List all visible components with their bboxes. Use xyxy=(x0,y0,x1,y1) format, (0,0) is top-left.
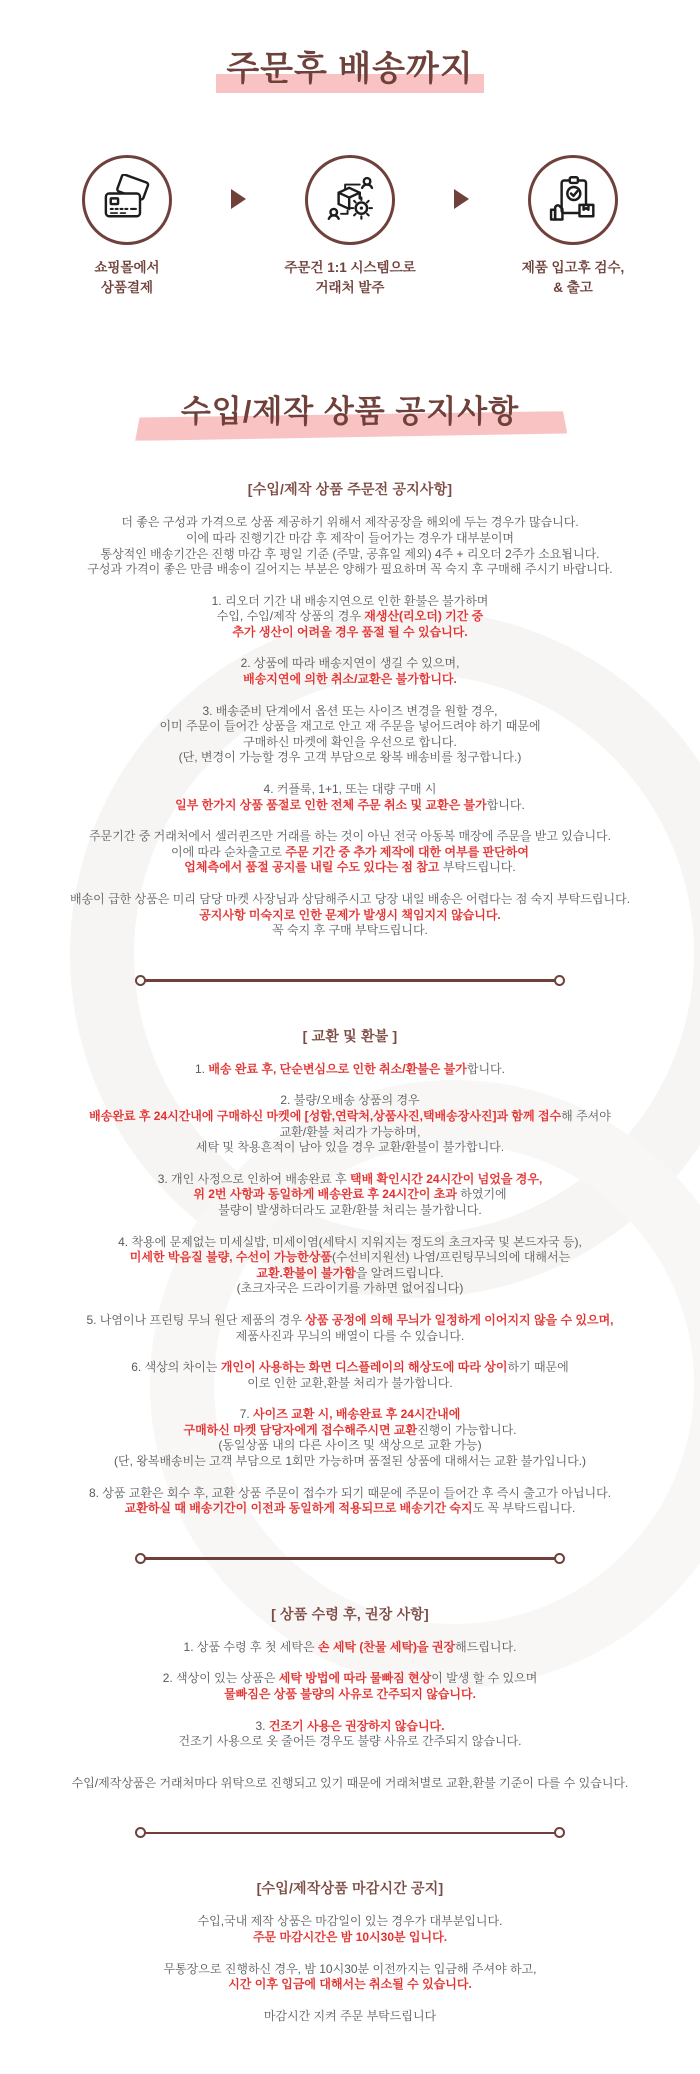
exchange-item-2 xyxy=(15,1093,685,1155)
text-run: (수선비지원선) 나염/프린팅무늬의에 대해서는 xyxy=(331,1250,571,1265)
text-line xyxy=(15,1962,685,1978)
inspection-shipping-icon xyxy=(547,174,599,226)
divider-dot xyxy=(554,975,565,986)
deadline-heading: [수입/제작상품 마감시간 공지] xyxy=(256,1880,444,1897)
text-line xyxy=(15,1062,685,1078)
text-run: (동일상품 내의 다른 사이즈 및 색상으로 교환 가능) xyxy=(218,1438,482,1453)
step-caption-line: 거래처 발주 xyxy=(315,279,385,295)
process-step-payment xyxy=(29,155,225,297)
text-run: (단, 변경이 가능할 경우 고객 부담으로 왕복 배송비를 청구합니다.) xyxy=(178,750,522,765)
text-line xyxy=(15,1140,685,1156)
text-line xyxy=(15,923,685,939)
order-system-icon xyxy=(324,174,376,226)
text-run: 건조기 사용은 권장하지 않습니다. xyxy=(268,1718,445,1733)
step-caption xyxy=(284,258,415,297)
text-run: (초크자국은 드라이기를 가하면 없어집니다) xyxy=(236,1281,464,1296)
divider-line xyxy=(145,979,555,982)
text-line xyxy=(15,1281,685,1297)
text-line xyxy=(15,1329,685,1345)
text-run: 업체측에서 품절 공지를 내릴 수도 있다는 점 참고 xyxy=(184,860,443,875)
text-line xyxy=(15,656,685,672)
step-circle xyxy=(305,155,395,245)
text-run: 택배 확인시간 24시간이 넘었을 경우, xyxy=(350,1171,543,1186)
care-item-3 xyxy=(15,1719,685,1750)
text-line xyxy=(15,719,685,735)
text-run: 배송완료 후 24시간내에 구매하신 마켓에 [성함,연락처,상품사진,택배송장사진]과 함께 접수 xyxy=(89,1108,562,1123)
text-line xyxy=(15,1250,685,1266)
text-run: 2. 상품에 따라 배송지연이 생길 수 있으며, xyxy=(240,656,460,671)
text-run: 1. 리오더 기간 내 배송지연으로 인한 환불은 불가하며 xyxy=(211,593,489,608)
text-line xyxy=(15,782,685,798)
step-circle xyxy=(528,155,618,245)
text-run: 배송 완료 후, 단순변심으로 인한 취소/환불은 불가 xyxy=(208,1061,467,1076)
care-note xyxy=(15,1776,685,1792)
text-run: 세탁 방법에 따라 물빠짐 현상 xyxy=(278,1671,432,1686)
text-run: 일부 한가지 상품 품절로 인한 전체 주문 취소 및 교환은 불가 xyxy=(175,797,487,812)
text-line xyxy=(15,1235,685,1251)
credit-card-icon xyxy=(101,174,153,226)
step-caption-line: & 출고 xyxy=(553,279,593,295)
care-item-1 xyxy=(15,1640,685,1656)
text-run: 위 2번 사항과 동일하게 배송완료 후 24시간이 초과 xyxy=(193,1187,461,1202)
process-step-order xyxy=(252,155,448,297)
text-run: 주문 기간 중 추가 제작에 대한 여부를 판단하여 xyxy=(285,844,529,859)
text-run: 시간 이후 입금에 대해서는 취소될 수 있습니다. xyxy=(228,1977,472,1992)
text-run: 3. 배송준비 단계에서 옵션 또는 사이즈 변경을 원할 경우, xyxy=(202,703,498,718)
text-run: 제품사진과 무늬의 배열이 다를 수 있습니다. xyxy=(235,1328,465,1343)
text-line xyxy=(15,1407,685,1423)
text-run: 4. 착용에 문제없는 미세실밥, 미세이염(세탁시 지워지는 정도의 초크자국 및 본드자국 등), xyxy=(118,1234,582,1249)
notice-title-text: 수입/제작 상품 공지사항 xyxy=(180,394,520,430)
text-run: 3. xyxy=(255,1718,269,1733)
section-divider xyxy=(135,1553,565,1564)
text-run: 사이즈 교환 시, 배송완료 후 24시간내에 xyxy=(253,1407,461,1422)
text-run: 수입, 수입/제작 상품의 경우 xyxy=(216,609,365,624)
text-line xyxy=(15,1360,685,1376)
text-run: 미세한 박음질 불량, 수선이 가능한상품 xyxy=(129,1250,332,1265)
text-line xyxy=(15,829,685,845)
intro-paragraph-2 xyxy=(15,594,685,641)
exchange-heading: [ 교환 및 환불 ] xyxy=(302,1027,398,1044)
step-caption xyxy=(522,258,625,297)
exchange-item-3 xyxy=(15,1172,685,1219)
text-run: 구성과 가격이 좋은 만큼 배송이 길어지는 부분은 양해가 필요하며 꼭 숙지 후 구매해 주시기 바랍니다. xyxy=(87,562,613,577)
text-run: 손 세탁 (찬물 세탁)을 권장 xyxy=(317,1639,456,1654)
text-run: 교환/환불 처리가 가능하며, xyxy=(279,1124,421,1139)
text-line xyxy=(15,594,685,610)
text-line xyxy=(15,609,685,625)
text-run: 부탁드립니다. xyxy=(442,860,516,875)
text-run: 재생산(리오더) 기간 중 xyxy=(364,609,484,624)
care-heading: [ 상품 수령 후, 권장 사항] xyxy=(271,1605,429,1622)
text-run: 더 좋은 구성과 가격으로 상품 제공하기 위해서 제작공장을 해외에 두는 경우가 많습니다. xyxy=(121,515,579,530)
deadline-paragraph-3 xyxy=(15,2009,685,2025)
text-line xyxy=(15,1093,685,1109)
process-section xyxy=(0,0,700,93)
text-line xyxy=(15,1486,685,1502)
text-run: 4. 커플룩, 1+1, 또는 대량 구매 시 xyxy=(263,782,437,797)
divider-dot xyxy=(554,1827,565,1838)
text-run: 이에 따라 진행기간 마감 후 제작이 들어가는 경우가 대부분이며 xyxy=(185,530,515,545)
text-line xyxy=(15,1313,685,1329)
text-run: 합니다. xyxy=(486,797,525,812)
notice-section xyxy=(0,395,700,429)
text-run: 진행이 가능합니다. xyxy=(417,1422,517,1437)
divider-line xyxy=(145,1557,555,1560)
text-line xyxy=(15,845,685,861)
text-line xyxy=(15,1687,685,1703)
text-run: 상품 공정에 의해 무늬가 일정하게 이어지지 않을 수 있으며, xyxy=(305,1312,614,1327)
text-line xyxy=(15,547,685,563)
text-run: 무통장으로 진행하신 경우, 밤 10시30분 이전까지는 입금해 주셔야 하고, xyxy=(163,1961,537,1976)
text-line xyxy=(15,1930,685,1946)
text-line xyxy=(15,531,685,547)
step-circle xyxy=(82,155,172,245)
text-run: 건조기 사용으로 옷 줄어든 경우도 불량 사유로 간주되지 않습니다. xyxy=(178,1734,522,1749)
section-divider xyxy=(135,975,565,986)
exchange-item-6 xyxy=(15,1360,685,1391)
intro-paragraph-7 xyxy=(15,892,685,939)
text-run: 구매하신 마켓 담당자에게 접수해주시면 교환 xyxy=(183,1422,418,1437)
deadline-paragraph-1 xyxy=(15,1914,685,1945)
intro-paragraph-1 xyxy=(15,515,685,577)
text-run: 수입,국내 제작 상품은 마감일이 있는 경우가 대부분입니다. xyxy=(197,1914,503,1929)
text-run: 세탁 및 착용흔적이 남아 있을 경우 교환/환불이 불가합니다. xyxy=(195,1140,505,1155)
text-line xyxy=(15,1734,685,1750)
exchange-item-5 xyxy=(15,1313,685,1344)
text-line xyxy=(15,1438,685,1454)
text-line xyxy=(15,892,685,908)
section-divider xyxy=(135,1827,565,1838)
arrow-right-icon xyxy=(454,189,469,209)
text-line xyxy=(15,704,685,720)
text-line xyxy=(15,625,685,641)
text-line xyxy=(15,672,685,688)
text-run: 하였기에 xyxy=(460,1187,507,1202)
notice-title xyxy=(181,395,519,429)
text-run: 마감시간 지켜 주문 부탁드립니다 xyxy=(263,2008,437,2023)
intro-paragraph-5 xyxy=(15,782,685,813)
text-run: 배송이 급한 상품은 미리 담당 마켓 사장님과 상담해주시고 당장 내일 배송은 어렵다는 점 숙지 부탁드립니다. xyxy=(69,892,631,906)
text-line xyxy=(15,1376,685,1392)
process-steps xyxy=(0,155,700,297)
text-run: 주문기간 중 거래처에서 셀러퀸즈만 거래를 하는 것이 아닌 전국 아동복 매장에 주문을 받고 있습니다. xyxy=(89,829,611,844)
text-line xyxy=(15,1109,685,1125)
process-step-shipping xyxy=(475,155,671,297)
text-run: 을 알려드립니다. xyxy=(355,1265,444,1280)
text-run: 구매하신 마켓에 확인을 우선으로 합니다. xyxy=(243,734,457,749)
text-line xyxy=(15,2009,685,2025)
exchange-item-4 xyxy=(15,1235,685,1297)
text-line xyxy=(15,750,685,766)
text-line xyxy=(15,1125,685,1141)
text-line xyxy=(15,1187,685,1203)
text-run: 이미 주문이 들어간 상품을 재고로 안고 재 주문을 넣어드려야 하기 때문에 xyxy=(159,719,541,734)
text-run: (단, 왕복배송비는 고객 부담으로 1회만 가능하며 품절된 상품에 대해서는 교환 불가입니다.) xyxy=(114,1454,586,1469)
text-run: 2. 색상이 있는 상품은 xyxy=(162,1671,279,1686)
divider-dot xyxy=(554,1553,565,1564)
text-run: 공지사항 미숙지로 인한 문제가 발생시 책임지지 않습니다. xyxy=(199,907,501,922)
text-line xyxy=(15,1423,685,1439)
text-run: 해 주셔야 xyxy=(561,1108,611,1123)
text-line xyxy=(15,1266,685,1282)
text-run: 이 발생 할 수 있으며 xyxy=(431,1671,538,1686)
text-run: 1. xyxy=(195,1061,209,1076)
care-item-2 xyxy=(15,1671,685,1702)
text-run: 이에 따라 순차출고로 xyxy=(171,844,286,859)
step-caption-line: 쇼핑몰에서 xyxy=(94,260,160,276)
step-caption-line: 상품결제 xyxy=(100,279,154,295)
step-caption-line: 주문건 1:1 시스템으로 xyxy=(284,260,416,276)
text-line xyxy=(15,1172,685,1188)
step-caption-line: 제품 입고후 검수, xyxy=(521,260,625,276)
process-title: 주문후 배송까지 xyxy=(216,50,483,93)
text-line xyxy=(15,1501,685,1517)
step-caption xyxy=(94,258,159,297)
text-run: 교환.환불이 불가함 xyxy=(256,1265,356,1280)
text-run: 6. 색상의 차이는 xyxy=(131,1360,221,1375)
text-run: 1. 상품 수령 후 첫 세탁은 xyxy=(183,1639,318,1654)
text-run: 물빠짐은 상품 불량의 사유로 간주되지 않습니다. xyxy=(224,1687,476,1702)
text-run: 5. 나염이나 프린팅 무늬 원단 제품의 경우 xyxy=(86,1312,306,1327)
text-run: 통상적인 배송기간은 진행 마감 후 평일 기준 (주말, 공휴일 제외) 4주 + 리오더 2주가 소요됩니다. xyxy=(100,546,600,561)
text-run: 합니다. xyxy=(466,1061,505,1076)
text-run: 배송지연에 의한 취소/교환은 불가합니다. xyxy=(243,672,457,687)
text-line xyxy=(15,1776,685,1792)
exchange-item-8 xyxy=(15,1486,685,1517)
text-line xyxy=(15,1203,685,1219)
text-run: 도 꼭 부탁드립니다. xyxy=(472,1501,576,1516)
text-line xyxy=(15,860,685,876)
text-line xyxy=(15,562,685,578)
text-line xyxy=(15,515,685,531)
text-run: 수입/제작상품은 거래처마다 위탁으로 진행되고 있기 때문에 거래처별로 교환,환불 기준이 다를 수 있습니다. xyxy=(71,1775,629,1790)
text-run: 7. xyxy=(239,1407,254,1422)
text-line xyxy=(15,735,685,751)
text-run: 교환하실 때 배송기간이 이전과 동일하게 적용되므로 배송기간 숙지 xyxy=(124,1501,473,1516)
intro-heading: [수입/제작 상품 주문전 공지사항] xyxy=(247,481,453,498)
bottom-spacer xyxy=(0,2024,700,2074)
text-line xyxy=(15,1719,685,1735)
intro-paragraph-6 xyxy=(15,829,685,876)
text-run: 2. 불량/오배송 상품의 경우 xyxy=(280,1093,420,1108)
text-run: 하기 때문에 xyxy=(507,1360,569,1375)
text-run: 주문 마감시간은 밤 10시30분 입니다. xyxy=(252,1930,448,1944)
deadline-paragraph-2 xyxy=(15,1962,685,1993)
text-line xyxy=(15,1671,685,1687)
exchange-item-7 xyxy=(15,1407,685,1469)
text-run: 추가 생산이 어려울 경우 품절 될 수 있습니다. xyxy=(232,624,468,639)
text-line xyxy=(15,1640,685,1656)
text-line xyxy=(15,1454,685,1470)
exchange-item-1 xyxy=(15,1062,685,1078)
intro-paragraph-3 xyxy=(15,656,685,687)
text-run: 8. 상품 교환은 회수 후, 교환 상품 주문이 접수가 되기 때문에 주문이 들어간 후 즉시 출고가 아닙니다. xyxy=(88,1485,612,1500)
divider-line xyxy=(145,1832,555,1835)
text-run: 꼭 숙지 후 구매 부탁드립니다. xyxy=(272,923,428,938)
arrow-right-icon xyxy=(231,189,246,209)
text-line xyxy=(15,908,685,924)
text-line xyxy=(15,1914,685,1930)
text-run: 해드립니다. xyxy=(455,1639,517,1654)
text-run: 이로 인한 교환,환불 처리가 불가합니다. xyxy=(247,1375,453,1390)
text-run: 개인이 사용하는 화면 디스플레이의 해상도에 따라 상이 xyxy=(220,1360,508,1375)
intro-paragraph-4 xyxy=(15,704,685,766)
text-line xyxy=(15,798,685,814)
text-run: 3. 개인 사정으로 인하여 배송완료 후 xyxy=(157,1171,350,1186)
text-line xyxy=(15,1977,685,1993)
text-run: 불량이 발생하더라도 교환/환불 처리는 불가합니다. xyxy=(218,1202,482,1217)
